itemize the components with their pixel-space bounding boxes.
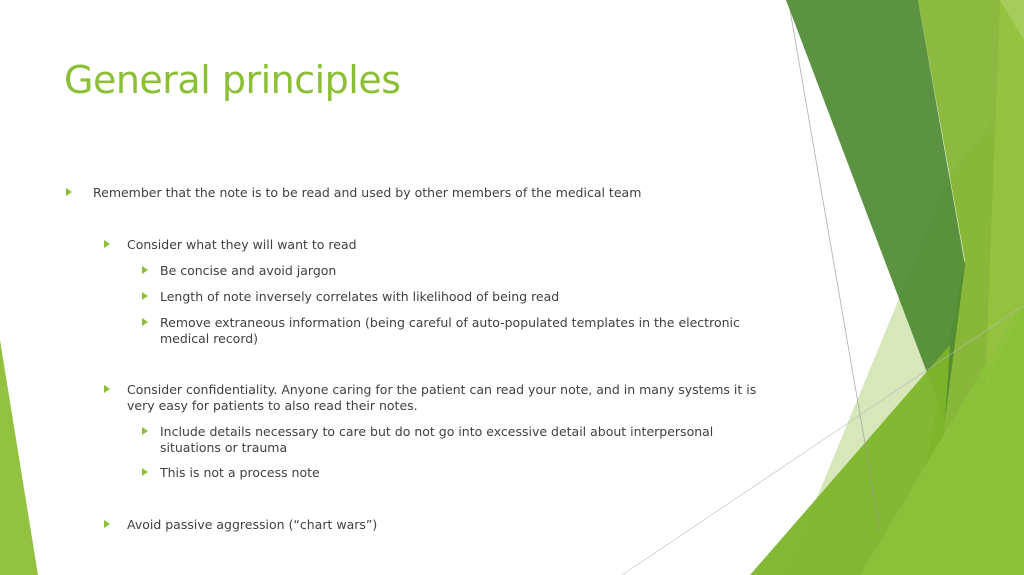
bullet-item [142,263,772,279]
bullet-text: Remove extraneous information (being careful of auto-populated templates in the electronic medical record) [160,315,740,346]
slide-title: General principles [64,58,401,102]
bullet-arrow-icon [66,188,72,196]
bullet-item [142,465,772,481]
bullet-text: Be concise and avoid jargon [160,263,337,278]
bullet-text: Include details necessary to care but do not go into excessive detail about interpersonal situations or trauma [160,424,714,455]
bullet-arrow-icon [104,385,110,393]
bullet-arrow-icon [142,292,148,300]
bullet-arrow-icon [142,318,148,326]
bullet-item [104,237,767,253]
bullet-arrow-icon [142,427,148,435]
bullet-text: Length of note inversely correlates with likelihood of being read [160,289,560,304]
bullet-arrow-icon [142,468,148,476]
bullet-text: Consider what they will want to read [127,237,357,252]
bullet-arrow-icon [104,240,110,248]
bullet-item [104,517,767,533]
bullet-item [66,185,693,201]
bullet-item [142,289,772,305]
bullet-text: Remember that the note is to be read and used by other members of the medical team [93,185,642,200]
bullet-item [142,315,772,347]
bullet-arrow-icon [104,520,110,528]
bullet-arrow-icon [142,266,148,274]
bullet-text: Avoid passive aggression (“chart wars”) [127,517,378,532]
bullet-item [104,382,767,414]
bullet-text: Consider confidentiality. Anyone caring for the patient can read your note, and in many systems it is very easy for patients to also read their notes. [127,382,757,413]
bullet-text: This is not a process note [160,465,320,480]
bullet-item [142,424,772,456]
